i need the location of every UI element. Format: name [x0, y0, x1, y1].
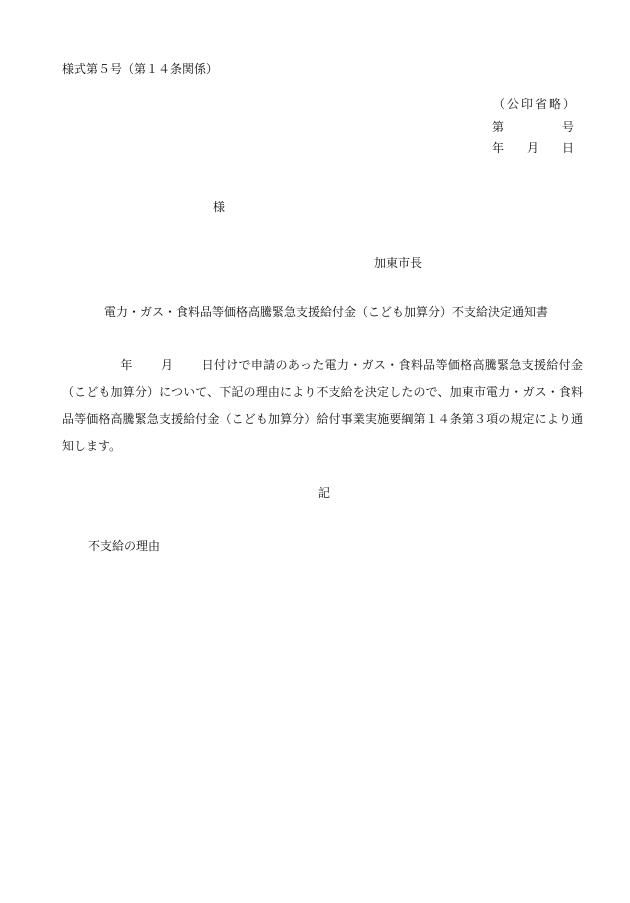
seal-omitted-note: （公印省略） [493, 97, 578, 111]
body-paragraph [62, 352, 583, 460]
document-number-line [492, 121, 574, 133]
date-month: 月 [526, 141, 539, 155]
date-year: 年 [492, 141, 505, 155]
issue-date-line [492, 142, 574, 154]
recipient-honorific: 様 [213, 200, 226, 214]
note-mark: 記 [318, 486, 331, 500]
form-number: 様式第５号（第１４条関係） [62, 62, 219, 76]
document-title: 電力・ガス・食料品等価格高騰緊急支援給付金（こども加算分）不支給決定通知書 [104, 305, 549, 319]
document-number-prefix: 第 [492, 120, 505, 134]
body-text: 日付けで申請のあった電力・ガス・食料品等価格高騰緊急支援給付金（こども加算分）について、下記の理由により不支給を決定したので、加東市電力・ガス・食料品等価格高騰緊急支援給付金（こども加算分）給付事業実施要綱第１４条第３項の規定により通知します。 [62, 358, 583, 453]
reason-heading: 不支給の理由 [88, 539, 161, 553]
sender-name: 加東市長 [374, 256, 423, 270]
body-month: 月 [160, 358, 174, 372]
body-year: 年 [120, 358, 133, 372]
date-day: 日 [561, 141, 574, 155]
document-number-suffix: 号 [561, 120, 574, 134]
